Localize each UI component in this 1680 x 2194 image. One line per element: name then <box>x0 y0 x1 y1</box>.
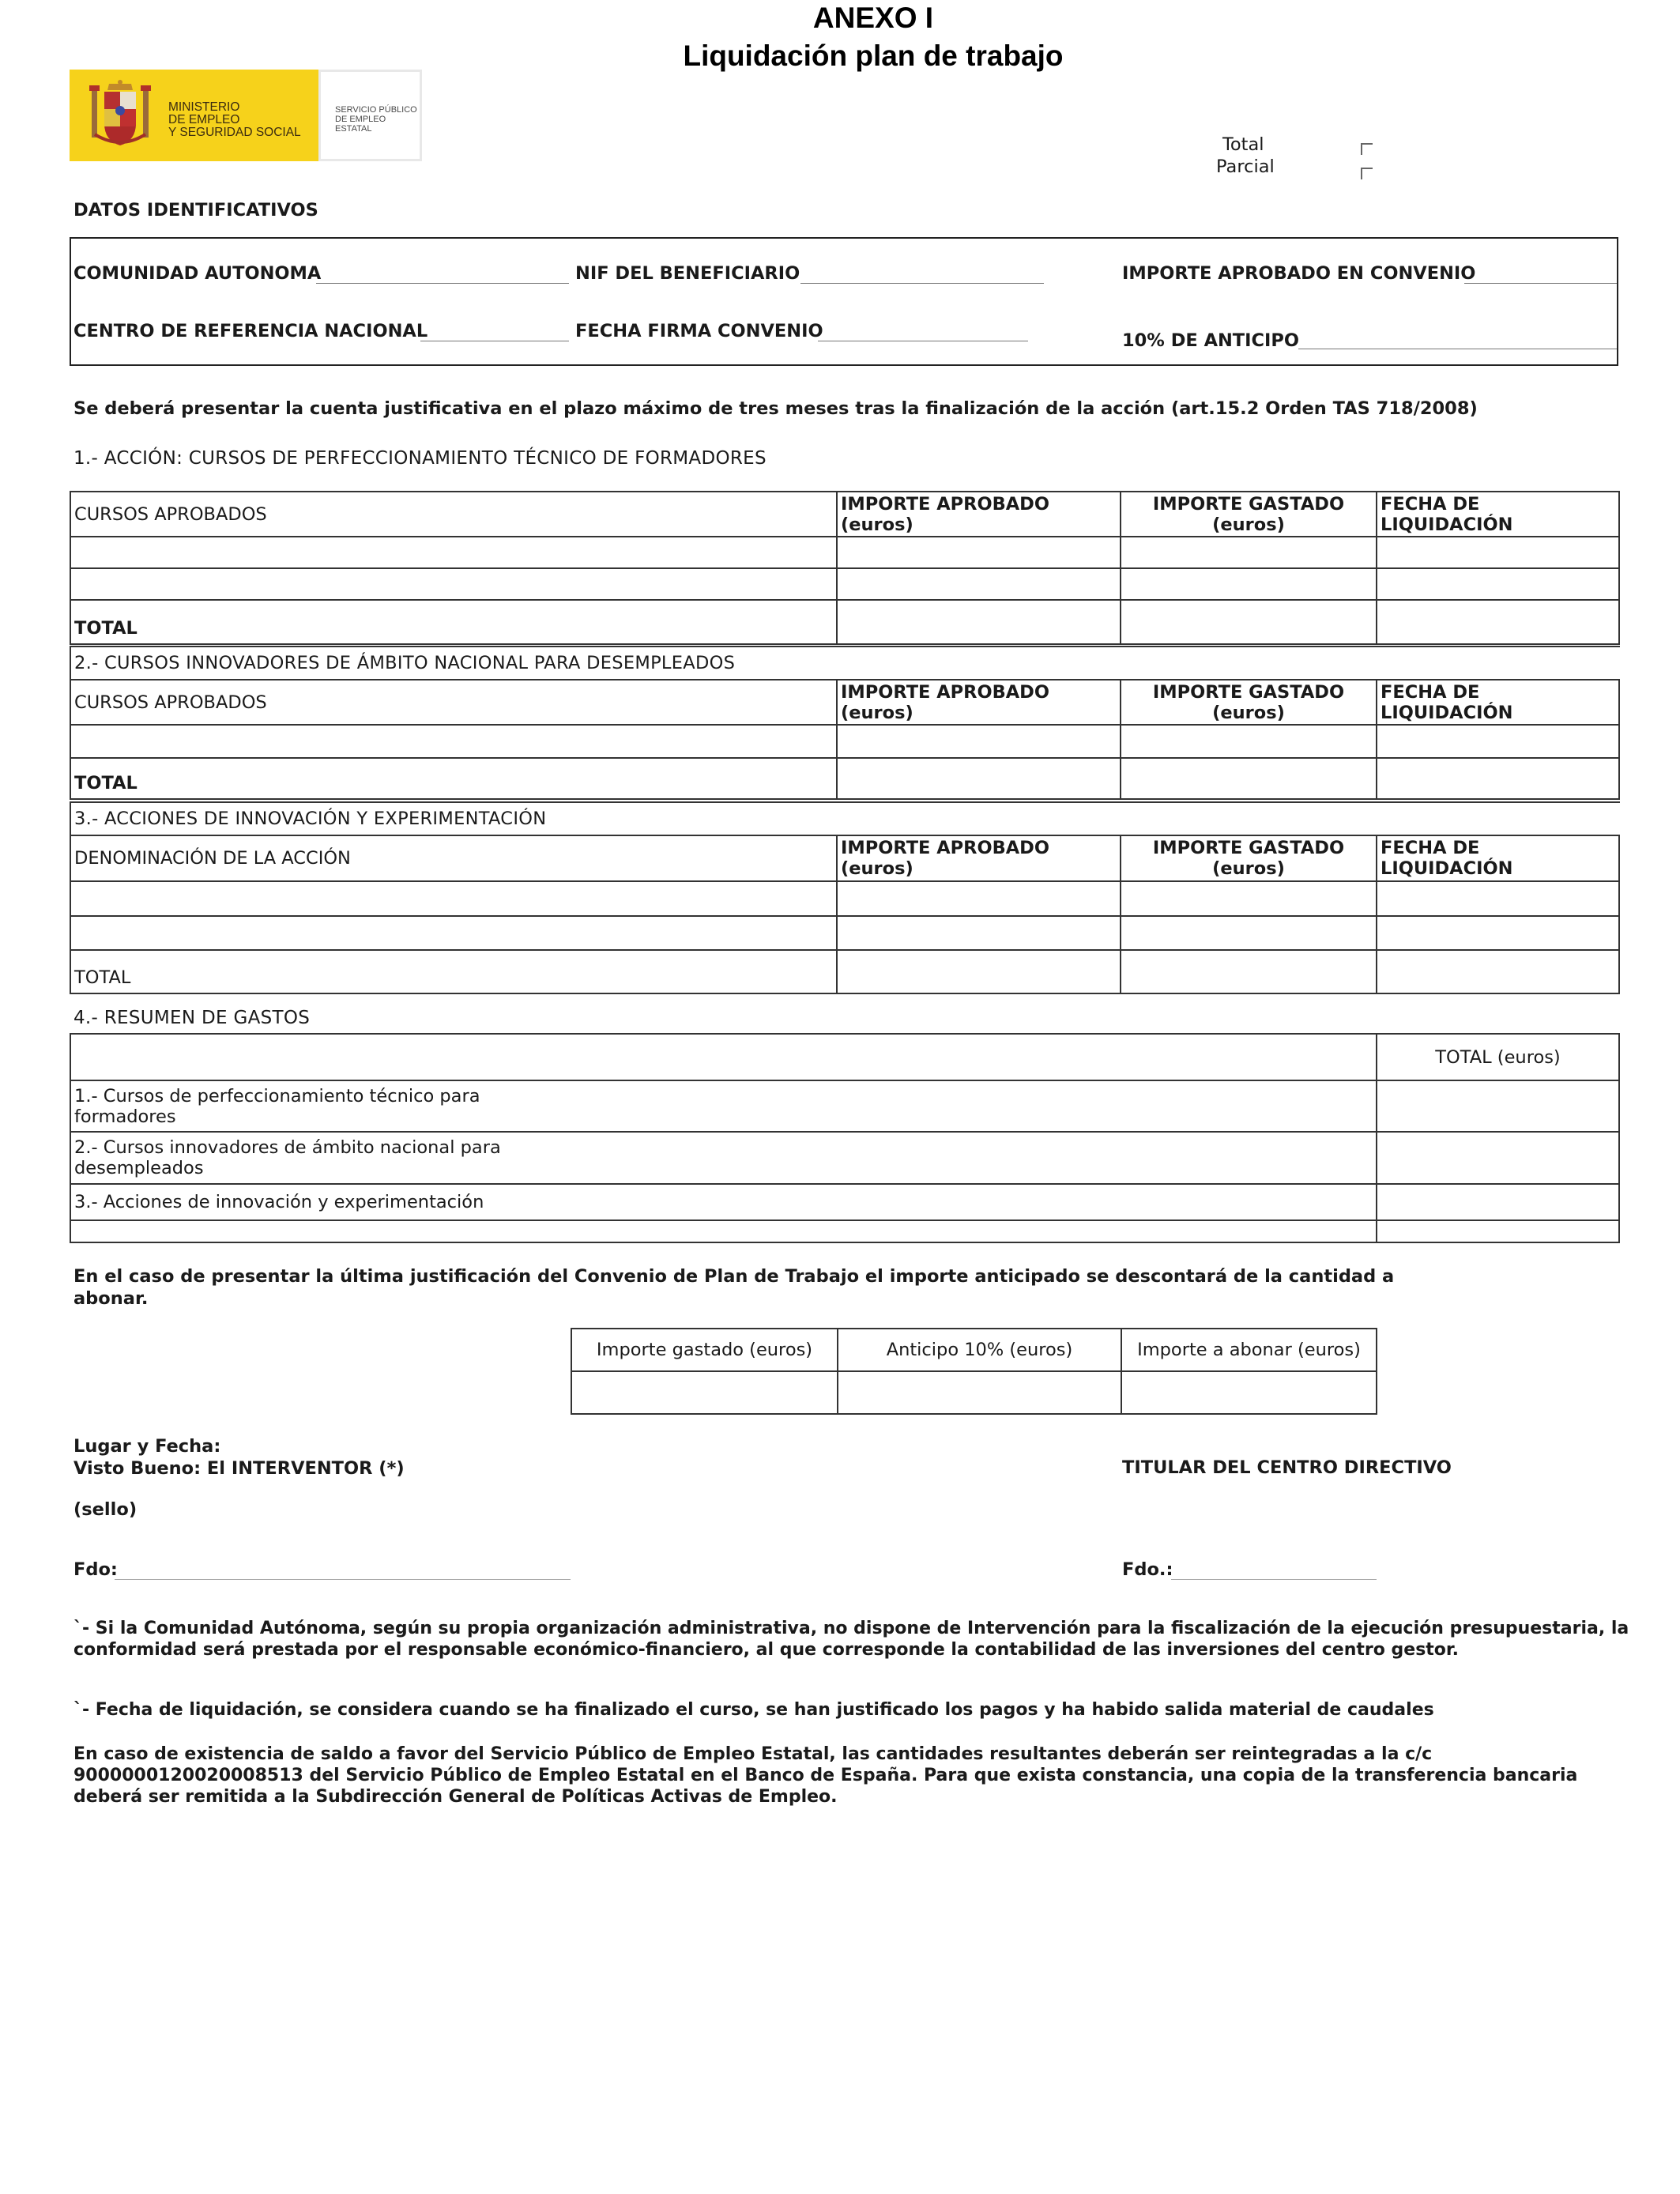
cell[interactable] <box>1377 881 1619 916</box>
cell[interactable] <box>70 916 837 950</box>
cell[interactable] <box>1377 1220 1619 1242</box>
cell[interactable] <box>1377 568 1619 600</box>
anticipo-label: 10% DE ANTICIPO <box>1122 330 1300 351</box>
summary-row-3-total[interactable] <box>1377 1184 1619 1220</box>
cell[interactable] <box>837 537 1121 568</box>
datos-heading: DATOS IDENTIFICATIVOS <box>73 200 318 221</box>
cell[interactable] <box>1377 537 1619 568</box>
col-fecha-liquidacion: FECHA DE LIQUIDACIÓN <box>1377 680 1619 725</box>
cell[interactable] <box>1121 916 1377 950</box>
col-anticipo: Anticipo 10% (euros) <box>838 1329 1121 1371</box>
ministry-line-1: MINISTERIO <box>168 100 240 114</box>
ministry-line-2: DE EMPLEO <box>168 113 240 126</box>
note-intervencion-line1: `- Si la Comunidad Autónoma, según su propia organización administrativa, no dispone de Intervención para la fiscalización de la ejecución presupuestaria, la <box>73 1619 1629 1638</box>
nif-label: NIF DEL BENEFICIARIO <box>575 263 800 284</box>
summary-row-2-line2: desempleados <box>74 1158 204 1178</box>
centro-label: CENTRO DE REFERENCIA NACIONAL <box>73 321 428 341</box>
cell[interactable] <box>837 568 1121 600</box>
summary-row-1-total[interactable] <box>1377 1080 1619 1132</box>
ministry-logo <box>70 70 422 161</box>
cell[interactable] <box>1377 758 1619 799</box>
visto-bueno-label: Visto Bueno: El INTERVENTOR (*) <box>73 1458 405 1479</box>
cell[interactable] <box>837 600 1121 644</box>
service-name <box>335 105 422 134</box>
note-fecha-liquidacion: `- Fecha de liquidación, se considera cuando se ha finalizado el curso, se han justificado los pagos y ha habido salida material de caudales <box>73 1700 1434 1720</box>
table-header-row <box>70 492 1619 537</box>
section-2-title: 2.- CURSOS INNOVADORES DE ÁMBITO NACIONAL PARA DESEMPLEADOS <box>70 647 1619 680</box>
cell[interactable] <box>70 881 837 916</box>
table-row <box>571 1371 1377 1414</box>
blank-header-cell <box>70 1034 1377 1080</box>
cell[interactable] <box>837 916 1121 950</box>
fdo-right-signature-line[interactable] <box>1171 1579 1377 1580</box>
note-intervencion <box>73 1618 1629 1661</box>
section-3-table <box>70 801 1620 994</box>
cell[interactable] <box>1377 950 1619 993</box>
section-1-table <box>70 491 1620 645</box>
total-label: TOTAL <box>70 950 837 993</box>
cell[interactable] <box>1121 537 1377 568</box>
summary-row-1-line1: 1.- Cursos de perfeccionamiento técnico para <box>74 1085 480 1106</box>
importe-convenio-field[interactable] <box>1464 283 1617 284</box>
nif-field[interactable] <box>800 283 1044 284</box>
col-fecha-liquidacion: FECHA DE LIQUIDACIÓN <box>1377 492 1619 537</box>
table-header-row <box>70 835 1619 881</box>
col-importe-gastado-line1: IMPORTE GASTADO <box>1152 838 1345 858</box>
table-row <box>70 537 1619 568</box>
anticipo-cell[interactable] <box>838 1371 1121 1414</box>
col-fecha-liquidacion: FECHA DE LIQUIDACIÓN <box>1377 835 1619 881</box>
note-reintegro-line1: En caso de existencia de saldo a favor del Servicio Público de Empleo Estatal, las cantidades resultantes deberán ser reintegradas a la c/c <box>73 1744 1433 1764</box>
col-importe-gastado-line2: (euros) <box>1212 858 1285 879</box>
col-importe-abonar: Importe a abonar (euros) <box>1121 1329 1377 1371</box>
summary-row-1-label <box>70 1080 1377 1132</box>
col-importe-gastado: Importe gastado (euros) <box>571 1329 838 1371</box>
datos-bottom-border <box>70 364 1618 366</box>
titular-label: TITULAR DEL CENTRO DIRECTIVO <box>1122 1457 1452 1478</box>
plazo-note: Se deberá presentar la cuenta justificativa en el plazo máximo de tres meses tras la finalización de la acción (art.15.2 Orden TAS 718/2008) <box>73 398 1478 419</box>
firma-left-block <box>73 1435 405 1480</box>
col-total-euros: TOTAL (euros) <box>1377 1034 1619 1080</box>
summary-row-2-label <box>70 1132 1377 1184</box>
service-line-2: DE EMPLEO ESTATAL <box>335 115 386 134</box>
section-3-title: 3.- ACCIONES DE INNOVACIÓN Y EXPERIMENTACIÓN <box>70 802 1619 835</box>
logo-yellow-block <box>70 70 318 161</box>
cell[interactable] <box>1121 568 1377 600</box>
note-reintegro <box>73 1744 1577 1808</box>
cell[interactable] <box>1121 600 1377 644</box>
coat-of-arms-icon <box>87 79 153 152</box>
ministry-line-3: Y SEGURIDAD SOCIAL <box>168 126 301 139</box>
service-line-1: SERVICIO PÚBLICO <box>335 105 417 115</box>
col-importe-gastado-line2: (euros) <box>1212 514 1285 535</box>
cell[interactable] <box>837 725 1121 758</box>
note-intervencion-line2: conformidad será prestada por el responsable económico-financiero, al que corresponde la contabilidad de las inversiones del centro gestor. <box>73 1640 1459 1660</box>
col-cursos-aprobados: CURSOS APROBADOS <box>70 492 837 537</box>
cell[interactable] <box>1377 600 1619 644</box>
ultima-note-line2: abonar. <box>73 1288 149 1309</box>
importe-abonar-cell[interactable] <box>1121 1371 1377 1414</box>
fdo-right-label: Fdo.: <box>1122 1559 1173 1580</box>
cell[interactable] <box>1377 725 1619 758</box>
table-row <box>70 725 1619 758</box>
section-2-table <box>70 646 1620 800</box>
section-4-title: 4.- RESUMEN DE GASTOS <box>73 1008 311 1028</box>
total-label: TOTAL <box>70 758 837 799</box>
total-label: TOTAL <box>70 600 837 644</box>
table-row <box>70 881 1619 916</box>
cell[interactable] <box>70 537 837 568</box>
col-denominacion: DENOMINACIÓN DE LA ACCIÓN <box>70 835 837 881</box>
summary-row-1-line2: formadores <box>74 1106 176 1127</box>
table-row <box>70 916 1619 950</box>
summary-row-3-label: 3.- Acciones de innovación y experimentación <box>70 1184 1377 1220</box>
cell[interactable] <box>837 881 1121 916</box>
logo-service-block <box>318 70 422 161</box>
parcial-option-label: Parcial <box>1216 156 1275 177</box>
table-row <box>70 568 1619 600</box>
col-importe-aprobado: IMPORTE APROBADO (euros) <box>837 680 1121 725</box>
lugar-fecha-label: Lugar y Fecha: <box>73 1436 221 1457</box>
cell[interactable] <box>837 950 1121 993</box>
table-header-row <box>571 1329 1377 1371</box>
col-importe-aprobado: IMPORTE APROBADO (euros) <box>837 835 1121 881</box>
total-row <box>70 950 1619 993</box>
total-checkbox[interactable] <box>1361 143 1373 155</box>
cell[interactable] <box>70 568 837 600</box>
fecha-firma-label: FECHA FIRMA CONVENIO <box>575 321 823 341</box>
total-row <box>70 758 1619 799</box>
cell[interactable] <box>1121 881 1377 916</box>
col-importe-gastado <box>1121 835 1377 881</box>
cell <box>70 1220 1377 1242</box>
summary-row-3 <box>70 1184 1619 1220</box>
section-1-title: 1.- ACCIÓN: CURSOS DE PERFECCIONAMIENTO TÉCNICO DE FORMADORES <box>73 448 767 469</box>
fdo-left-signature-line[interactable] <box>115 1579 571 1580</box>
cell[interactable] <box>1121 758 1377 799</box>
table-header-row <box>70 1034 1619 1080</box>
page-subtitle: Liquidación plan de trabajo <box>683 40 1064 72</box>
col-importe-gastado-line2: (euros) <box>1212 702 1285 723</box>
summary-row-2 <box>70 1132 1619 1184</box>
parcial-checkbox[interactable] <box>1361 168 1373 179</box>
cell[interactable] <box>1121 725 1377 758</box>
summary-row-2-line1: 2.- Cursos innovadores de ámbito nacional para <box>74 1137 501 1158</box>
summary-row-1 <box>70 1080 1619 1132</box>
table-header-row <box>70 680 1619 725</box>
note-reintegro-line2: 9000000120020008513 del Servicio Público de Empleo Estatal en el Banco de España. Para que exista constancia, una copia de la transferencia bancaria <box>73 1766 1578 1785</box>
total-option-label: Total <box>1222 134 1264 155</box>
ultima-note <box>73 1265 1394 1310</box>
ministry-name <box>168 101 301 139</box>
section-title-row <box>70 647 1619 680</box>
cell[interactable] <box>837 758 1121 799</box>
col-importe-gastado-line1: IMPORTE GASTADO <box>1152 493 1345 515</box>
page-title: ANEXO I <box>812 2 934 34</box>
sello-label: (sello) <box>73 1499 137 1520</box>
comunidad-field[interactable] <box>316 283 569 284</box>
note-reintegro-line3: deberá ser remitida a la Subdirección General de Políticas Activas de Empleo. <box>73 1787 838 1807</box>
summary-row-2-total[interactable] <box>1377 1132 1619 1184</box>
comunidad-label: COMUNIDAD AUTONOMA <box>73 263 322 284</box>
section-title-row <box>70 802 1619 835</box>
col-importe-gastado <box>1121 680 1377 725</box>
summary-row-blank <box>70 1220 1619 1242</box>
col-importe-gastado-line1: IMPORTE GASTADO <box>1152 681 1345 703</box>
datos-left-border <box>70 237 71 365</box>
col-importe-gastado <box>1121 492 1377 537</box>
abono-table <box>571 1328 1377 1415</box>
datos-right-border <box>1617 237 1618 365</box>
cell[interactable] <box>1377 916 1619 950</box>
importe-gastado-cell[interactable] <box>571 1371 838 1414</box>
total-row <box>70 600 1619 644</box>
importe-convenio-label: IMPORTE APROBADO EN CONVENIO <box>1122 263 1476 284</box>
fdo-left-label: Fdo: <box>73 1559 118 1580</box>
col-cursos-aprobados: CURSOS APROBADOS <box>70 680 837 725</box>
col-importe-aprobado: IMPORTE APROBADO (euros) <box>837 492 1121 537</box>
datos-top-border <box>70 237 1618 239</box>
cell[interactable] <box>70 725 837 758</box>
cell[interactable] <box>1121 950 1377 993</box>
section-4-table <box>70 1033 1620 1243</box>
ultima-note-line1: En el caso de presentar la última justificación del Convenio de Plan de Trabajo el importe anticipado se descontará de la cantidad a <box>73 1266 1395 1287</box>
